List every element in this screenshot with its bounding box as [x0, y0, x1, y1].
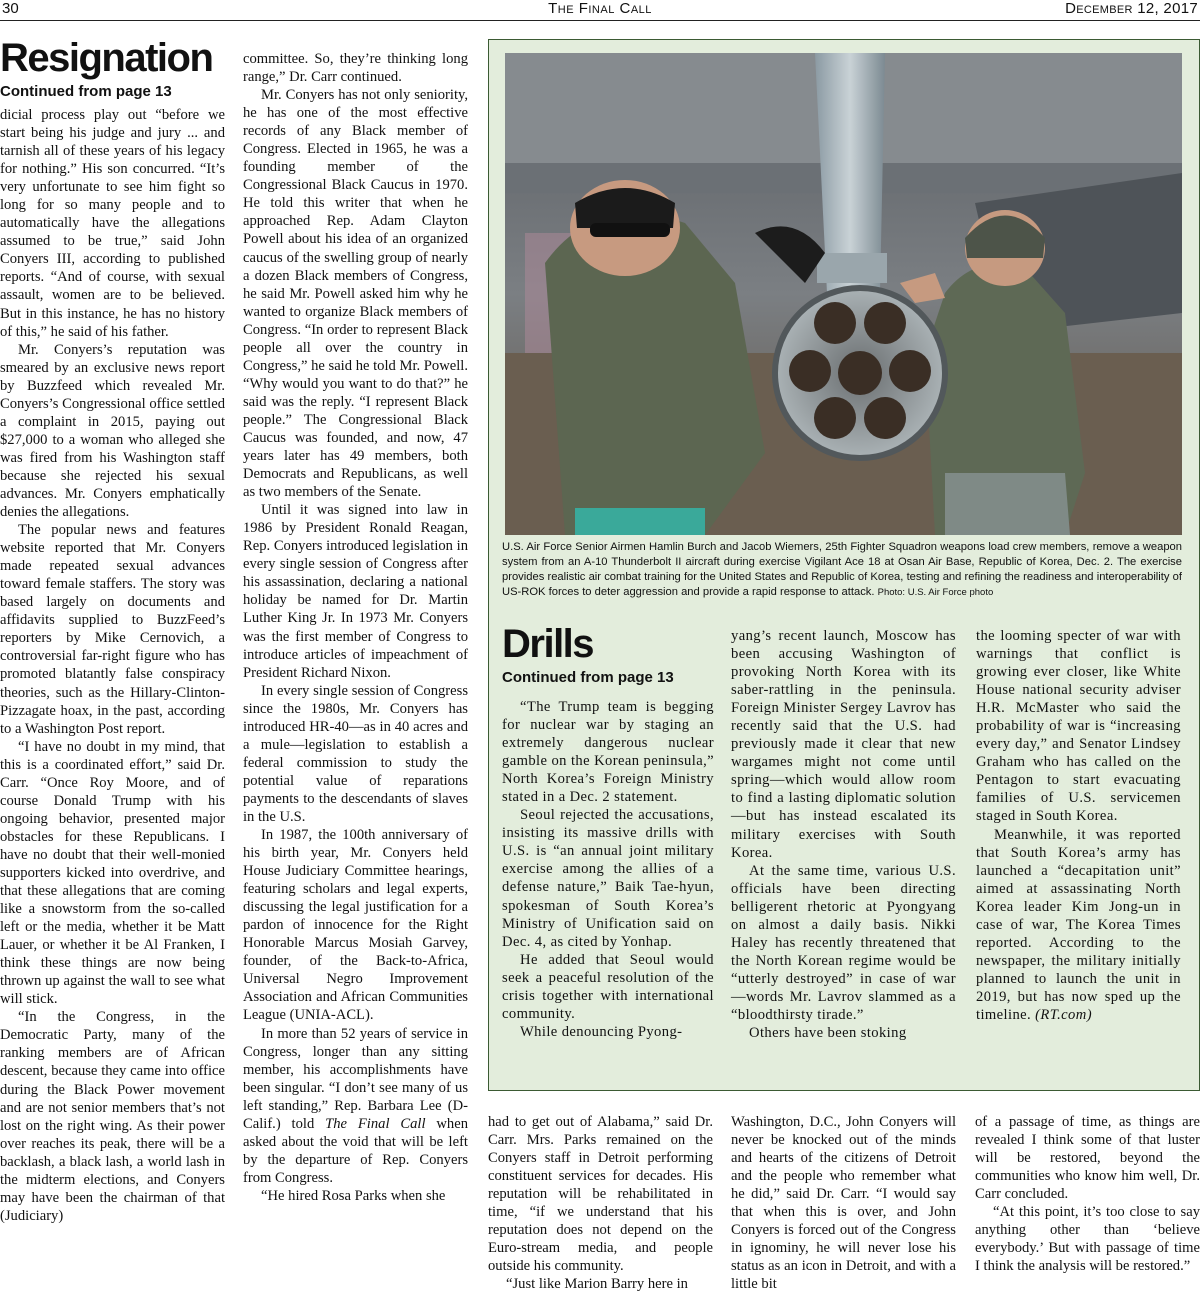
paragraph: “At this point, it’s too close to say anything other than ‘believe everybody.’ But with passage of time I think the analysis will be restored.” — [975, 1204, 1200, 1275]
paragraph: “I have no doubt in my mind, that this is a coordinated effort,” said Dr. Carr. “Once Roy Moore, and of course Donald Trump with his ongoing behavior, presented major obstacles for these Republicans. I have no doubt that their well-monied supporters kicked into overdrive, and that these allegations that are coming like a snowstorm from the so-called left or the media, whether it be Matt Lauer, or whether it be Al Franken, I think these things are now being thrown up against the wall to see what will stick. — [0, 738, 225, 1008]
paragraph: “Just like Marion Barry here in — [506, 1276, 688, 1293]
paragraph: yang’s recent launch, Moscow has been accusing Washington of provoking North Korea with its saber-rattling in the peninsula. Foreign Minister Sergey Lavrov has recently said that the U.S. had previously made it clear that new wargames might not come until spring—which would allow room to find a lasting diplomatic solution—but has instead escalated its military exercises with South Korea. — [731, 628, 956, 861]
paragraph: Seoul rejected the accusations, insisting its massive drills with U.S. is “an annual joint military exercise among the allies of a defense nature,” Baik Tae-hyun, spokesman of South Korea’s Ministry of Unification said on Dec. 4, as cited by Yonhap. — [502, 807, 714, 950]
paragraph: At the same time, various U.S. officials have been directing belligerent rhetoric at Pyongyang on almost a daily basis. Nikki Haley has recently threatened that the North Korean regime would be “utterly destroyed” in case of war—words Mr. Lavrov slammed as a “bloodthirsty tirade.” — [731, 862, 956, 1023]
paragraph: “He hired Rosa Parks when she — [261, 1187, 446, 1204]
paragraph-text: Meanwhile, it was reported that South Korea’s army has launched a “decapitation unit” aimed at assassinating North Korea leader Kim Jong-un in case of war, The Korea Times reported. According to the newspaper, the military initially planned to launch the unit in 2019, but has now sped up the timeline. — [976, 826, 1181, 1023]
resignation-column-3 — [488, 1113, 713, 1293]
resignation-column-2 — [243, 50, 468, 1205]
paragraph-text: In more than 52 years of service in Congress, longer than any sitting member, his accomplishments have been singular. “I don’t see many of us left standing,” Rep. Barbara Lee (D-Calif.) told — [243, 1025, 468, 1132]
newspaper-name: The Final Call — [548, 0, 652, 17]
paragraph: Mr. Conyers’s reputation was smeared by an exclusive news report by Buzzfeed which revealed Mr. Conyers’s Congressional office settled a complaint in 2015, paying out $27,000 to a woman who alleged she was fired from his Washington staff because she rejected his sexual advances. Mr. Conyers emphatically denies the allegations. — [0, 341, 225, 521]
resignation-column-1 — [0, 36, 225, 1225]
airmen-weapon-load-photo — [505, 53, 1182, 535]
publication-name: The Final Call — [325, 1115, 426, 1132]
paragraph: committee. So, they’re thinking long range,” Dr. Carr continued. — [243, 51, 468, 86]
paragraph: the looming specter of war with warnings that conflict is growing ever closer, like White House national security adviser H.R. McMaster who said the probability of war is “increasing every day,” and Senator Lindsey Graham who has called on the Pentagon to start evacuating families of U.S. servicemen staged in South Korea. — [976, 628, 1181, 825]
military-photo — [505, 53, 1182, 535]
caption-text: U.S. Air Force Senior Airmen Hamlin Burch and Jacob Wiemers, 25th Fighter Squadron weapons load crew members, remove a weapon system from an A-10 Thunderbolt II aircraft during exercise Vigilant Ace 18 at Osan Air Base, Republic of Korea, Dec. 2. The exercise provides realistic air combat training for the United States and Republic of Korea, testing and refining the readiness and interoperability of US-ROK forces to deter aggression and provide a rapid response to attack. — [502, 541, 1182, 598]
drills-column-1 — [502, 622, 714, 1041]
photo-credit: Photo: U.S. Air Force photo — [877, 587, 994, 598]
paragraph: Washington, D.C., John Conyers will never be knocked out of the minds and hearts of the citizens of Detroit and the people who remember what he did,” said Dr. Carr. “I would say that when this is over, and John Conyers is forced out of the Congress in ignominy, he will never lose his status as an icon in Detroit, and with a little bit — [731, 1114, 956, 1293]
paragraph: Until it was signed into law in 1986 by President Ronald Reagan, Rep. Conyers introduced legislation in every single session of Congress after his assassination, declaring a national holiday be named for Dr. Martin Luther King Jr. In 1973 Mr. Conyers was the first member of Congress to introduce articles of impeachment of President Richard Nixon. — [243, 502, 468, 681]
paragraph-text: when asked about the void that will be left by the departure of Rep. Conyers from Congress. — [243, 1115, 468, 1186]
paragraph: While denouncing Pyong- — [520, 1023, 683, 1040]
paragraph: had to get out of Alabama,” said Dr. Carr. Mrs. Parks remained on the Conyers staff in Detroit performing constituent services for decades. His reputation will be rehabilitated in time, “if we understand that his reputation does not depend on the Euro-stream media, and people outside his community. — [488, 1114, 713, 1275]
paragraph: “The Trump team is begging for nuclear war by staging an extremely dangerous nuclear gamble on the Korean peninsula,” North Korea’s Foreign Ministry stated in a Dec. 2 statement. — [502, 699, 714, 806]
paragraph: He added that Seoul would seek a peaceful resolution of the crisis together with international community. — [502, 951, 714, 1022]
resignation-headline: Resignation — [0, 36, 213, 80]
paragraph: Others have been stoking — [749, 1025, 907, 1042]
page-number: 30 — [2, 0, 19, 17]
drills-headline: Drills — [502, 622, 594, 666]
resignation-column-5 — [975, 1113, 1200, 1275]
drills-column-2 — [731, 627, 956, 1042]
issue-date: December 12, 2017 — [1065, 0, 1198, 17]
paragraph: “In the Congress, in the Democratic Party, many of the ranking members are of African descent, because they came into office during the Black Power movement and are not senior members that’s not lost on the right wing. As their power over reaches its peak, there will be a backlash, a black lash, a world lash in the midterm elections, and Conyers may have been the chairman of that (Judiciary) — [0, 1009, 225, 1224]
paragraph: Mr. Conyers has not only seniority, he has one of the most effective records of any Black member of Congress. Elected in 1965, he was a founding member of the Congressional Black Caucus in 1970. He told this writer that when he approached Rep. Adam Clayton Powell about his idea of an organized caucus of the swelling group of nearly a dozen Black members of Congress, he said Mr. Powell asked him why he wanted to organize Black members of Congress. “In order to represent Black people all over the country in Congress,” he said he told Mr. Powell. “Why would you want to do that?” he said was the reply. “I represent Black people.” The Congressional Black Caucus was founded, and now, 47 years later has 49 members, both Democrats and Republicans, as well as two members of the Senate. — [243, 87, 468, 501]
source-signoff: (RT.com) — [1035, 1006, 1092, 1023]
paragraph: The popular news and features website reported that Mr. Conyers made repeated sexual advances toward female staffers. The story was based largely on documents and affidavits supplied to BuzzFeed’s reporters by Mike Cernovich, a controversial far-right figure who has promoted blatantly false conspiracy theories, such as the Hillary-Clinton-Pizzagate hoax, in the past, according to a Washington Post report. — [0, 522, 225, 737]
paragraph: dicial process play out “before we start being his judge and jury ... and tarnish all of these years of his legacy for nothing.” His son concurred. “It’s very unfortunate to see him fight so long for so many people and to automatically have the allegations assumed to be true,” said John Conyers III, according to published reports. “And of course, with sexual assault, women are to be believed. But in this instance, he has no history of this,” he said of his father. — [0, 107, 225, 340]
paragraph — [976, 826, 1181, 1025]
resignation-column-4 — [731, 1113, 956, 1293]
paragraph: In every single session of Congress since the 1980s, Mr. Conyers has introduced HR-40—as in 40 acres and a mule—legislation to establish a federal commission to study the potential value of reparations payments to the descendants of slaves in the U.S. — [243, 682, 468, 825]
resignation-continued-label: Continued from page 13 — [0, 83, 172, 100]
paragraph — [243, 1025, 468, 1187]
paragraph: of a passage of time, as things are revealed I think some of that luster will be restored, beyond the communities who know him well, Dr. Carr concluded. — [975, 1114, 1200, 1203]
paragraph: In 1987, the 100th anniversary of his birth year, Mr. Conyers held House Judiciary Committee hearings, featuring scholars and legal experts, discussing the legal justification for a pardon of innocence for the Right Honorable Marcus Mosiah Garvey, founder, of the Back-to-Africa, Universal Negro Improvement Association and African Communities League (UNIA-ACL). — [243, 827, 468, 1024]
page-header — [0, 0, 1200, 21]
drills-continued-label: Continued from page 13 — [502, 669, 674, 686]
drills-column-3 — [976, 627, 1181, 1024]
photo-caption — [502, 540, 1182, 600]
